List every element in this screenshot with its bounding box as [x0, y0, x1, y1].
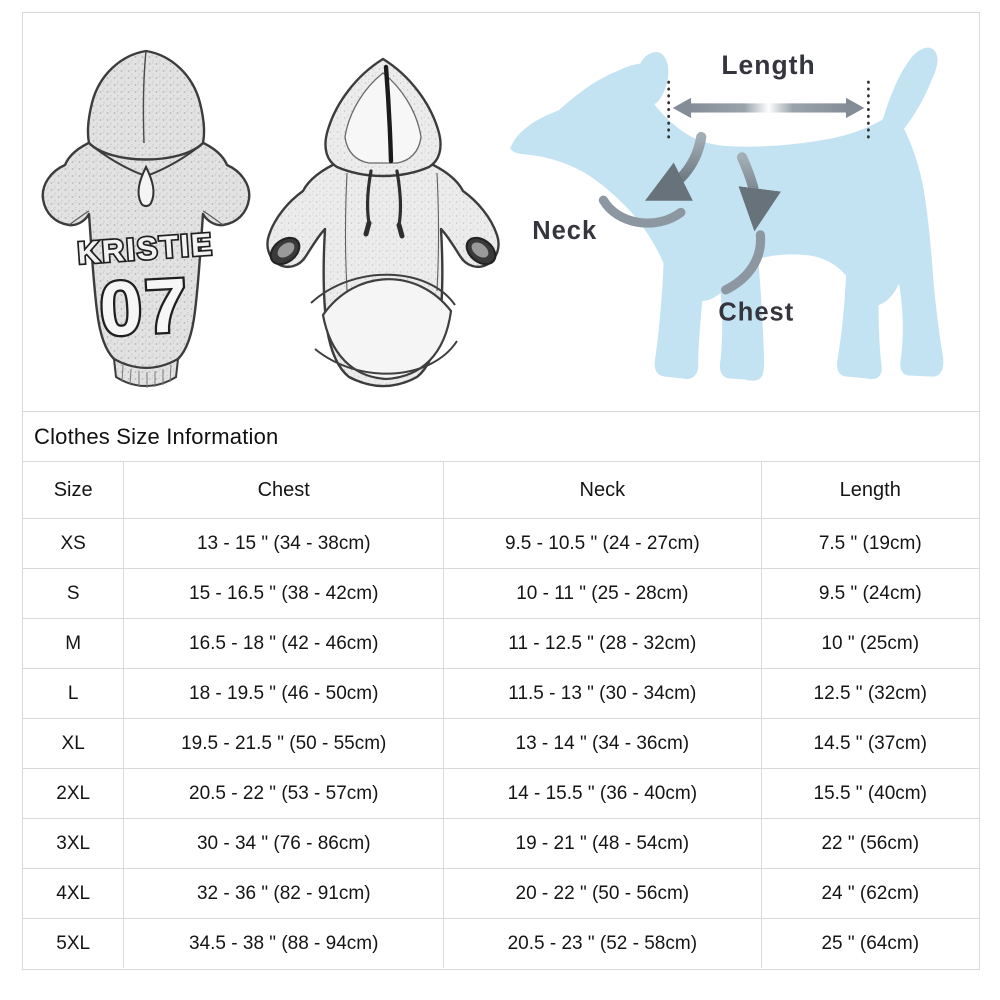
length-measure-guide: [669, 50, 869, 141]
size-table-body: [23, 519, 979, 969]
size-section-title: Clothes Size Information: [34, 423, 279, 449]
neck-cell: 19 - 21 " (48 - 54cm): [444, 819, 761, 869]
neck-cell: 11.5 - 13 " (30 - 34cm): [444, 669, 761, 719]
chest-cell: 15 - 16.5 " (38 - 42cm): [124, 569, 444, 619]
dog-measurement-diagram: [501, 31, 981, 403]
length-label: Length: [721, 49, 816, 80]
size-row-m: [23, 619, 979, 669]
hoodie-number-text: 07: [97, 262, 193, 353]
size-cell: S: [23, 569, 124, 619]
neck-label: Neck: [532, 216, 598, 245]
size-cell: 5XL: [23, 919, 124, 969]
size-cell: 4XL: [23, 869, 124, 919]
column-header-length: Length: [761, 462, 979, 519]
length-cell: 25 " (64cm): [761, 919, 979, 969]
neck-cell: 13 - 14 " (34 - 36cm): [444, 719, 761, 769]
chest-cell: 30 - 34 " (76 - 86cm): [124, 819, 444, 869]
hoodie-back-illustration: [29, 41, 261, 403]
size-row-5xl: [23, 919, 979, 969]
product-illustrations: [23, 13, 979, 411]
column-header-size: Size: [23, 462, 124, 519]
dog-silhouette: [510, 48, 943, 381]
size-row-3xl: [23, 819, 979, 869]
chest-cell: 18 - 19.5 " (46 - 50cm): [124, 669, 444, 719]
size-row-2xl: [23, 769, 979, 819]
length-cell: 12.5 " (32cm): [761, 669, 979, 719]
chest-cell: 13 - 15 " (34 - 38cm): [124, 519, 444, 569]
size-table-header-row: [23, 462, 979, 519]
size-cell: M: [23, 619, 124, 669]
length-cell: 9.5 " (24cm): [761, 569, 979, 619]
hoodie-name-text: KRISTIE: [76, 226, 215, 271]
chest-cell: 34.5 - 38 " (88 - 94cm): [124, 919, 444, 969]
size-cell: 3XL: [23, 819, 124, 869]
column-header-chest: Chest: [124, 462, 444, 519]
length-cell: 15.5 " (40cm): [761, 769, 979, 819]
hoodie-back-drawing: [43, 51, 250, 388]
size-cell: XL: [23, 719, 124, 769]
size-cell: 2XL: [23, 769, 124, 819]
length-cell: 7.5 " (19cm): [761, 519, 979, 569]
chest-cell: 32 - 36 " (82 - 91cm): [124, 869, 444, 919]
size-section-title-row: [23, 411, 979, 461]
neck-cell: 20 - 22 " (50 - 56cm): [444, 869, 761, 919]
length-cell: 14.5 " (37cm): [761, 719, 979, 769]
length-cell: 24 " (62cm): [761, 869, 979, 919]
size-row-l: [23, 669, 979, 719]
size-cell: XS: [23, 519, 124, 569]
size-row-xl: [23, 719, 979, 769]
size-row-s: [23, 569, 979, 619]
size-row-4xl: [23, 869, 979, 919]
chest-cell: 16.5 - 18 " (42 - 46cm): [124, 619, 444, 669]
chest-cell: 19.5 - 21.5 " (50 - 55cm): [124, 719, 444, 769]
column-header-neck: Neck: [444, 462, 761, 519]
size-cell: L: [23, 669, 124, 719]
size-table: [23, 461, 979, 968]
hoodie-front-drawing: [266, 59, 501, 386]
size-chart-panel: [22, 12, 980, 970]
neck-cell: 9.5 - 10.5 " (24 - 27cm): [444, 519, 761, 569]
neck-cell: 11 - 12.5 " (28 - 32cm): [444, 619, 761, 669]
length-cell: 10 " (25cm): [761, 619, 979, 669]
chest-label: Chest: [718, 298, 795, 327]
hoodie-front-illustration: [259, 53, 507, 403]
chest-cell: 20.5 - 22 " (53 - 57cm): [124, 769, 444, 819]
neck-cell: 20.5 - 23 " (52 - 58cm): [444, 919, 761, 969]
size-row-xs: [23, 519, 979, 569]
neck-cell: 10 - 11 " (25 - 28cm): [444, 569, 761, 619]
neck-cell: 14 - 15.5 " (36 - 40cm): [444, 769, 761, 819]
length-cell: 22 " (56cm): [761, 819, 979, 869]
